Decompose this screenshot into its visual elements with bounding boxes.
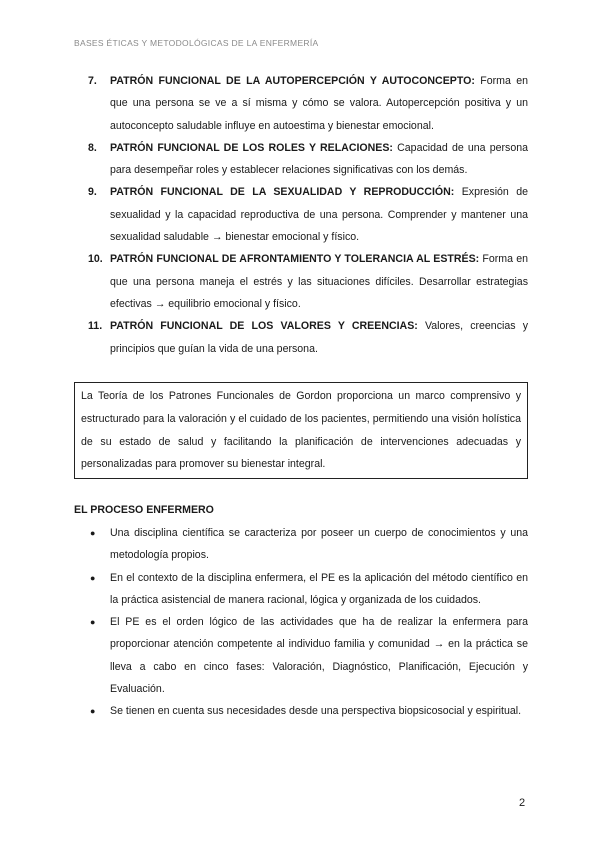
pattern-title: PATRÓN FUNCIONAL DE LOS VALORES Y CREENCIAS:	[110, 320, 418, 333]
bullet-item	[88, 567, 528, 612]
bullet-icon: ●	[90, 617, 96, 628]
pattern-item	[88, 315, 528, 360]
pattern-description: Valores, creencias y principios que guían la vida de una persona.	[110, 320, 528, 355]
pattern-title: PATRÓN FUNCIONAL DE LOS ROLES Y RELACIONES:	[110, 141, 393, 154]
bullet-text: Se tienen en cuenta sus necesidades desde una perspectiva biopsicosocial y espiritual.	[110, 705, 522, 718]
pattern-description: Forma en que una persona maneja el estrés y las situaciones difíciles. Desarrollar estrategias efectivas → equilibrio emocional y físico.	[110, 253, 528, 310]
pattern-item	[88, 248, 528, 315]
page-number: 2	[519, 797, 526, 809]
pattern-item	[88, 70, 528, 137]
pattern-item	[88, 137, 528, 182]
pattern-number: 10.	[88, 253, 103, 266]
pattern-number: 7.	[88, 75, 97, 87]
pattern-number: 8.	[88, 141, 97, 154]
pattern-title: PATRÓN FUNCIONAL DE AFRONTAMIENTO Y TOLERANCIA AL ESTRÉS:	[110, 253, 480, 266]
bullet-text: El PE es el orden lógico de las actividades que ha de realizar la enfermera para proporcionar atención competente al individuo familia y comunidad → en la práctica se lleva a cabo en cinco fases: Valoración, Diagnóstico, Planificación, Ejecución y Evaluación.	[110, 616, 528, 696]
summary-box: La Teoría de los Patrones Funcionales de Gordon proporciona un marco comprensivo y estructurado para la valoración y el cuidado de los pacientes, permitiendo una visión holística de su estado de salud y facilitando la planificación de intervenciones adecuadas y personalizadas para promover su bienestar integral.	[74, 382, 528, 479]
bullet-icon: ●	[90, 572, 96, 583]
pattern-description: Expresión de sexualidad y la capacidad reproductiva de una persona. Comprender y mantener una sexualidad saludable → bienestar emocional y físico.	[110, 186, 529, 244]
bullet-icon: ●	[90, 528, 96, 538]
bullet-item	[88, 611, 528, 700]
pattern-title: PATRÓN FUNCIONAL DE LA AUTOPERCEPCIÓN Y AUTOCONCEPTO:	[110, 75, 475, 87]
pattern-number: 9.	[88, 186, 97, 199]
bullet-item	[88, 522, 528, 567]
process-bullet-list	[88, 522, 528, 723]
pattern-title: PATRÓN FUNCIONAL DE LA SEXUALIDAD Y REPRODUCCIÓN:	[110, 186, 455, 199]
section-title: EL PROCESO ENFERMERO	[74, 504, 214, 516]
pattern-number: 11.	[88, 320, 103, 333]
functional-patterns-list	[88, 70, 528, 360]
bullet-text: En el contexto de la disciplina enfermera, el PE es la aplicación del método científico en la práctica asistencial de manera racional, lógica y organizada de los cuidados.	[110, 571, 528, 606]
bullet-item	[88, 700, 528, 722]
pattern-item	[88, 181, 528, 248]
bullet-text: Una disciplina científica se caracteriza por poseer un cuerpo de conocimientos y una metodología propios.	[110, 527, 528, 562]
pattern-description: Forma en que una persona se ve a sí misma y cómo se valora. Autopercepción positiva y un autoconcepto saludable influye en autoestima y bienestar emocional.	[110, 75, 528, 132]
running-header: BASES ÉTICAS Y METODOLÓGICAS DE LA ENFERMERÍA	[74, 38, 319, 48]
bullet-icon: ●	[90, 706, 96, 717]
pattern-description: Capacidad de una persona para desempeñar roles y establecer relaciones significativas con los demás.	[110, 141, 529, 177]
